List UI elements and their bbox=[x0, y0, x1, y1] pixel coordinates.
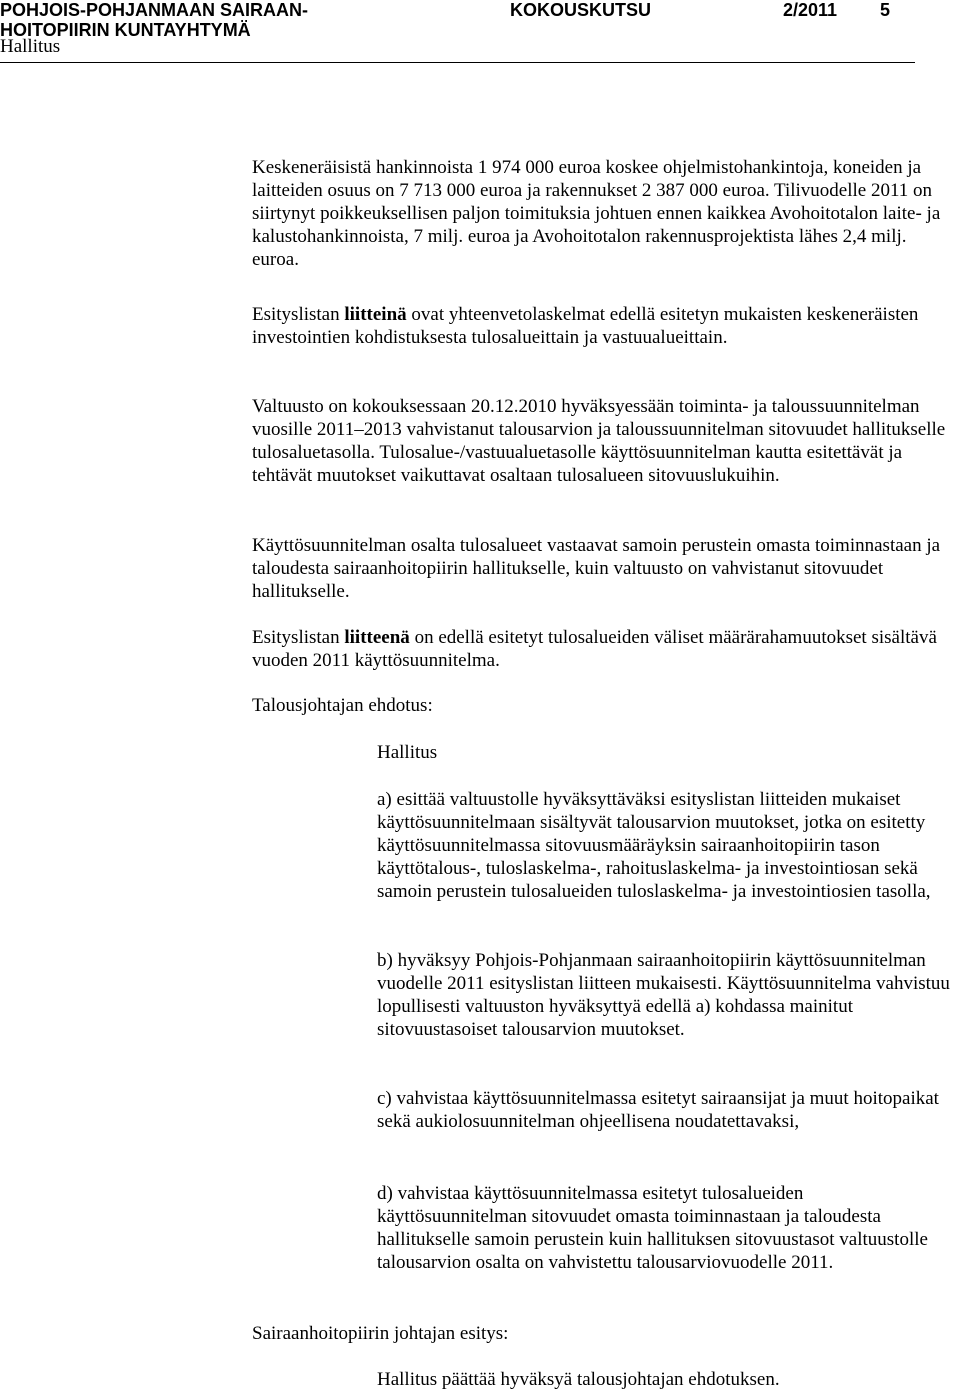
paragraph-5-suffix: on edellä esitetyt tulosalueiden väliset määrärahamuutokset sisältävä vuoden 2011 käyttösuunnitelma. bbox=[252, 627, 937, 671]
proposal-item-c-text: c) vahvistaa käyttösuunnitelmassa esitetyt sairaansijat ja muut hoitopaikat sekä aukiolosuunnitelman ohjeellisena noudatettavaksi, bbox=[377, 1088, 939, 1132]
paragraph-3-text: Valtuusto on kokouksessaan 20.12.2010 hyväksyessään toiminta- ja taloussuunnitelman vuosille 2011–2013 vahvistanut talousarvion ja taloussuunnitelman sitovuudet hallitukselle tulosaluetasolla. Tulosalue-/vastuualuetasolle käyttösuunnitelman kautta esitettävät ja tehtävät muutokset vaikuttavat osaltaan tulosalueen sitovuuslukuihin. bbox=[252, 396, 946, 486]
proposal-item-b bbox=[377, 949, 952, 1041]
proposal-heading: Talousjohtajan ehdotus: bbox=[252, 695, 433, 716]
proposal-item-d bbox=[377, 1182, 952, 1274]
paragraph-2 bbox=[252, 303, 952, 349]
proposal-item-a-text: a) esittää valtuustolle hyväksyttäväksi esityslistan liitteiden mukaiset käyttösuunnitelmaan sisältyvät talousarvion muutokset, jotka on esitetty käyttösuunnitelmassa sitovuusmääräyksin sairaanhoitopiirin tason käyttötalous-, tuloslaskelma-, rahoituslaskelma- ja investointiosan sekä samoin perustein tulosalueiden tuloslaskelma- ja investointiosien tasolla, bbox=[377, 789, 931, 902]
paragraph-4-text: Käyttösuunnitelman osalta tulosalueet vastaavat samoin perustein omasta toiminnastaan ja taloudesta sairaanhoitopiirin hallitukselle, kuin valtuusto on vahvistanut sitovuudet hallitukselle. bbox=[252, 535, 941, 602]
director-decision: Hallitus päättää hyväksyä talousjohtajan ehdotuksen. bbox=[377, 1369, 780, 1390]
paragraph-1 bbox=[252, 156, 952, 271]
organization-name-line2: HOITOPIIRIN KUNTAYHTYMÄ bbox=[0, 20, 251, 40]
paragraph-2-suffix: ovat yhteenvetolaskelmat edellä esitetyn mukaisten keskeneräisten investointien kohdistuksesta tulosalueittain ja vastuualueittain. bbox=[252, 304, 919, 348]
document-number: 2/2011 bbox=[783, 0, 838, 20]
paragraph-3 bbox=[252, 395, 952, 487]
paragraph-4 bbox=[252, 534, 952, 603]
section-title: Hallitus bbox=[0, 36, 61, 57]
organization-name-line1: POHJOIS-POHJANMAAN SAIRAAN- bbox=[0, 0, 309, 20]
paragraph-5 bbox=[252, 626, 952, 672]
paragraph-2-bold: liitteinä bbox=[344, 304, 407, 325]
proposal-item-b-text: b) hyväksyy Pohjois-Pohjanmaan sairaanhoitopiirin käyttösuunnitelman vuodelle 2011 esityslistan liitteen mukaisesti. Käyttösuunnitelma vahvistuu lopullisesti valtuuston hyväksyttyä edellä a) kohdassa mainitut sitovuustasoiset talousarvion muutokset. bbox=[377, 950, 950, 1040]
director-heading: Sairaanhoitopiirin johtajan esitys: bbox=[252, 1323, 509, 1344]
page-number: 5 bbox=[880, 0, 891, 20]
paragraph-2-prefix: Esityslistan bbox=[252, 304, 345, 325]
document-type: KOKOUSKUTSU bbox=[510, 0, 652, 20]
proposal-body-label: Hallitus bbox=[377, 742, 438, 763]
paragraph-1-text: Keskeneräisistä hankinnoista 1 974 000 euroa koskee ohjelmistohankintoja, koneiden ja laitteiden osuus on 7 713 000 euroa ja rakennukset 2 387 000 euroa. Tilivuodelle 2011 on siirtynyt poikkeuksellisen paljon toimituksia johtuen ennen kaikkea Avohoitotalon laite- ja kalustohankinnoista, 7 milj. euroa ja Avohoitotalon rakennusprojektista lähes 2,4 milj. euroa. bbox=[252, 157, 941, 270]
proposal-item-d-text: d) vahvistaa käyttösuunnitelmassa esitetyt tulosalueiden käyttösuunnitelman sitovuudet omasta toiminnastaan ja taloudesta hallitukselle samoin perustein kuin hallituksen sitovuustasot valtuustolle talousarvion osalta on vahvistettu talousarviovuodelle 2011. bbox=[377, 1183, 928, 1273]
proposal-item-c bbox=[377, 1087, 952, 1133]
paragraph-5-prefix: Esityslistan bbox=[252, 627, 345, 648]
proposal-item-a bbox=[377, 788, 952, 903]
paragraph-5-bold: liitteenä bbox=[344, 627, 410, 648]
header-divider bbox=[0, 62, 915, 63]
